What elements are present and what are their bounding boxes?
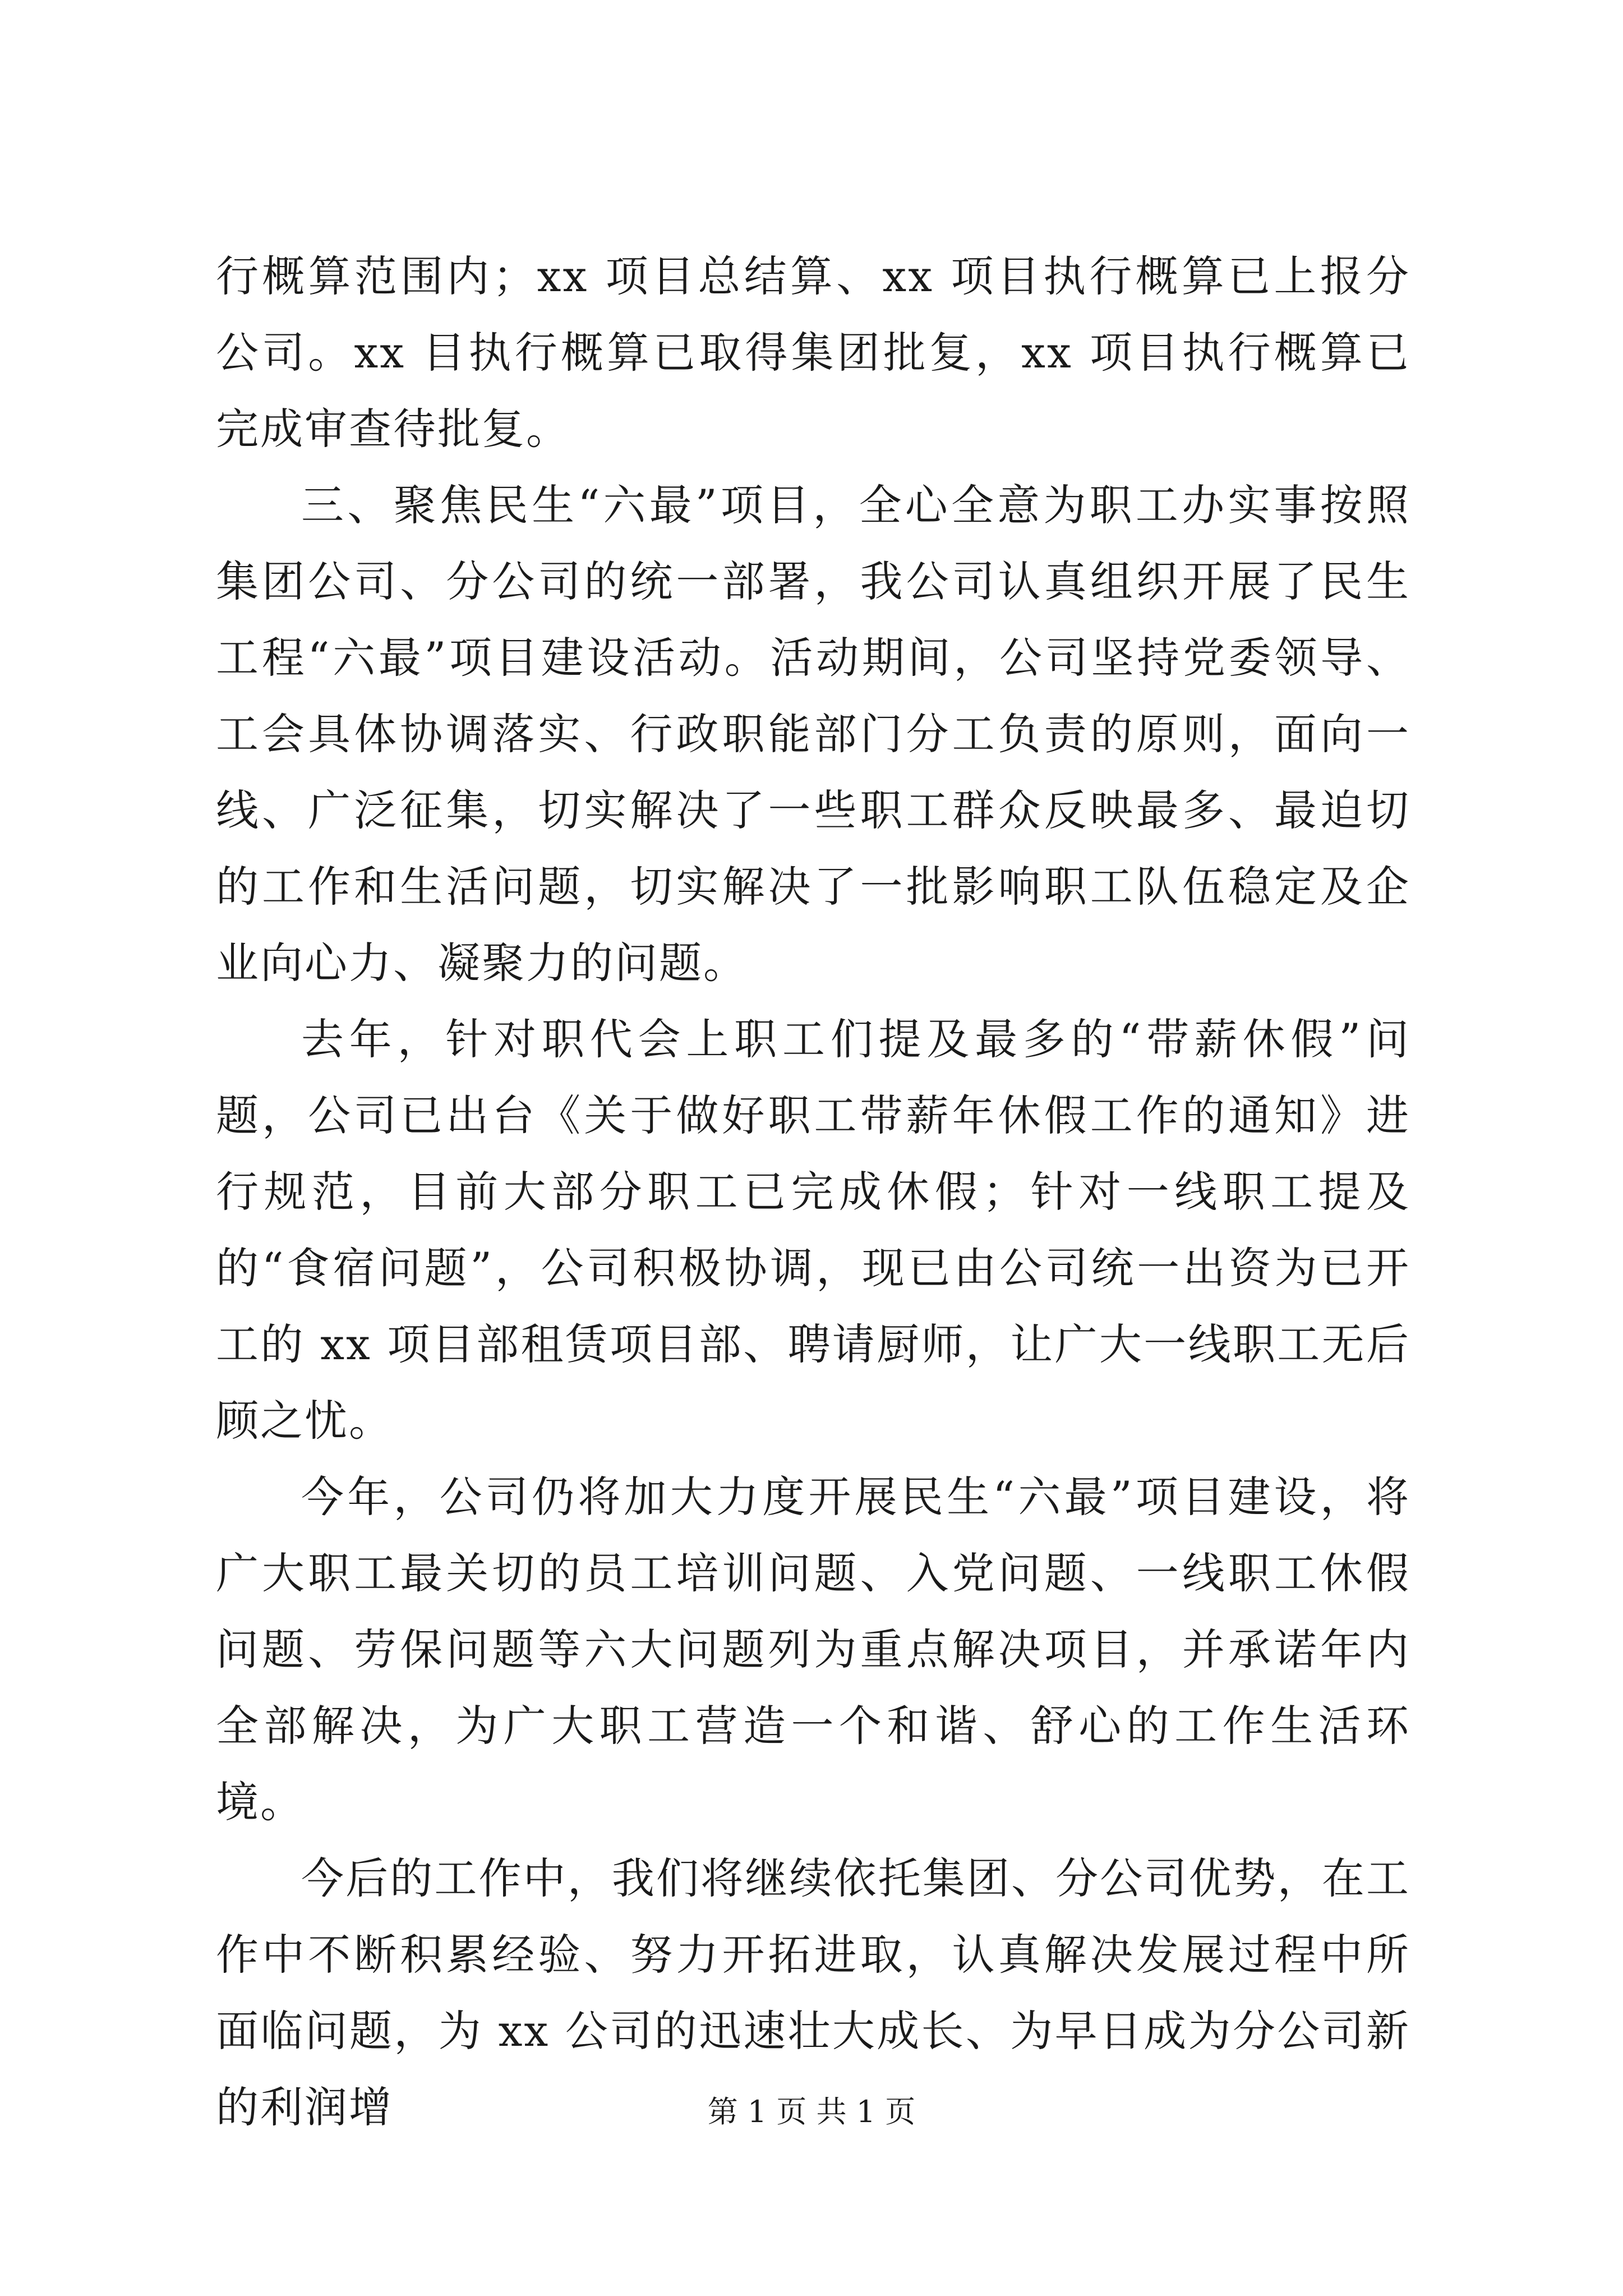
paragraph-5: 今后的工作中，我们将继续依托集团、分公司优势，在工作中不断积累经验、努力开拓进取，认真解决发展过程中所面临问题，为 xx 公司的迅速壮大成长、为早日成为分公司新的利润增 (216, 1853, 1410, 2132)
page-number-label: 第 1 页 共 1 页 (707, 2094, 916, 2129)
paragraph-2: 三、聚焦民生“六最”项目，全心全意为职工办实事按照集团公司、分公司的统一部署，我公司认真组织开展了民生工程“六最”项目建设活动。活动期间，公司坚持党委领导、工会具体协调落实、行政职能部门分工负责的原则，面向一线、广泛征集，切实解决了一些职工群众反映最多、最迫切的工作和生活问题，切实解决了一批影响职工队伍稳定及企业向心力、凝聚力的问题。 (216, 480, 1410, 988)
paragraph-4: 今年，公司仍将加大力度开展民生“六最”项目建设，将广大职工最关切的员工培训问题、入党问题、一线职工休假问题、劳保问题等六大问题列为重点解决项目，并承诺年内全部解决，为广大职工营造一个和谐、舒心的工作生活环境。 (216, 1472, 1410, 1827)
document-body (216, 238, 1410, 2146)
page-footer (0, 2092, 1623, 2132)
paragraph-1: 行概算范围内；xx 项目总结算、xx 项目执行概算已上报分公司。xx 目执行概算已取得集团批复，xx 项目执行概算已完成审查待批复。 (216, 251, 1410, 454)
paragraph-3: 去年，针对职代会上职工们提及最多的“带薪休假”问题，公司已出台《关于做好职工带薪年休假工作的通知》进行规范，目前大部分职工已完成休假；针对一线职工提及的“食宿问题”，公司积极协调，现已由公司统一出资为已开工的 xx 项目部租赁项目部、聘请厨师，让广大一线职工无后顾之忧。 (216, 1014, 1410, 1446)
